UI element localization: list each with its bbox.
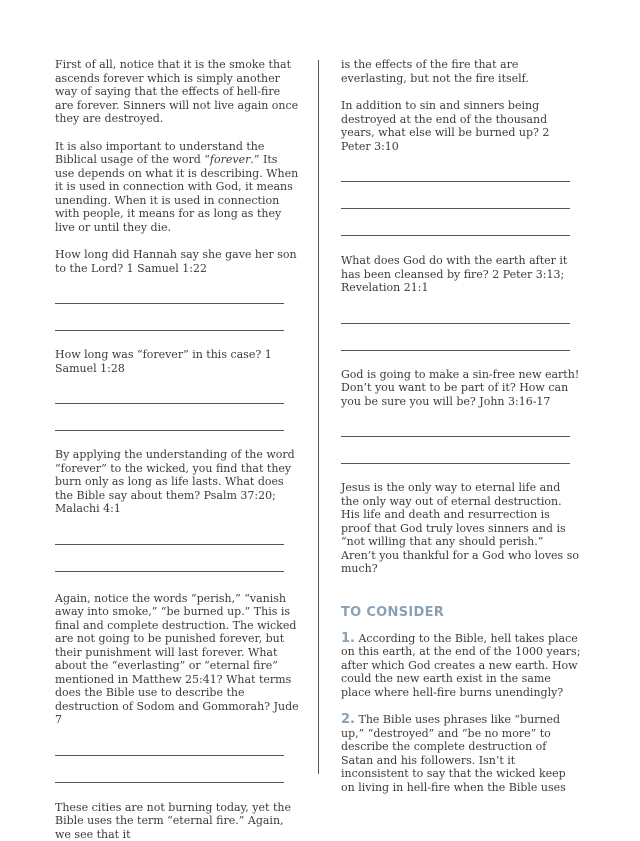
text-fragment: .” Its use depends on what it is describing. When it is used in connection with God, it means unending. When it is used in connection with people, it means for as long as they live or until they die.: [55, 153, 298, 234]
question-new-earth: What does God do with the earth after it has been cleansed by fire? 2 Peter 3:13; Revelation 21:1: [341, 254, 581, 295]
right-column: [341, 58, 581, 794]
emphasis-forever: forever: [210, 153, 250, 166]
answer-line[interactable]: [55, 403, 284, 404]
paragraph-jesus: Jesus is the only way to eternal life and the only way out of eternal destruction. His life and death and resurrection is proof that God truly loves sinners and is “not willing that any should perish.” Aren’t you thankful for a God who loves so much?: [341, 481, 581, 576]
answer-line[interactable]: [341, 181, 570, 182]
answer-line[interactable]: [55, 303, 284, 304]
left-column: [55, 58, 300, 841]
consider-item-1: [341, 632, 581, 700]
question-sin-free: God is going to make a sin-free new earth! Don’t you want to be part of it? How can you be sure you will be? John 3:16-17: [341, 368, 581, 409]
paragraph-eternal-fire: These cities are not burning today, yet the Bible uses the term “eternal fire.” Again, we see that it: [55, 801, 300, 841]
paragraph-forever-usage: [55, 140, 300, 235]
answer-line[interactable]: [55, 544, 284, 545]
answer-line[interactable]: [341, 436, 570, 437]
answer-line[interactable]: [55, 755, 284, 756]
question-burned-up: In addition to sin and sinners being destroyed at the end of the thousand years, what else will be burned up? 2 Peter 3:10: [341, 99, 581, 153]
consider-number: 1.: [341, 631, 355, 646]
consider-number: 2.: [341, 712, 355, 727]
column-divider: [318, 60, 319, 774]
consider-text: According to the Bible, hell takes place on this earth, at the end of the 1000 years; after which God creates a new earth. How could the new earth exist in the same place where hell-fire burns unendingly?: [341, 632, 580, 699]
paragraph-smoke: First of all, notice that it is the smoke that ascends forever which is simply another way of saying that the effects of hell-fire are forever. Sinners will not live again once they are destroyed.: [55, 58, 300, 126]
text-fragment: It is also important to understand the Biblical usage of the word “: [55, 140, 264, 167]
paragraph-continued: is the effects of the fire that are everlasting, but not the fire itself.: [341, 58, 581, 85]
question-forever-case: How long was “forever” in this case? 1 Samuel 1:28: [55, 348, 300, 375]
answer-line[interactable]: [341, 323, 570, 324]
question-hannah: How long did Hannah say she gave her son to the Lord? 1 Samuel 1:22: [55, 248, 300, 275]
question-wicked: By applying the understanding of the word “forever” to the wicked, you find that they burn only as long as life lasts. What does the Bible say about them? Psalm 37:20; Malachi 4:1: [55, 448, 300, 516]
consider-text: The Bible uses phrases like “burned up,” “destroyed” and “be no more” to describe the complete destruction of Satan and his followers. Isn’t it inconsistent to say that the wicked keep on living in hell-fire when the Bible uses: [341, 713, 566, 794]
question-sodom: Again, notice the words ”perish,” “vanish away into smoke,” “be burned up.” This is final and complete destruction. The wicked are not going to be punished forever, but their punishment will last forever. What about the “everlasting” or “eternal fire” mentioned in Matthew 25:41? What terms does the Bible use to describe the destruction of Sodom and Gommorah? Jude 7: [55, 592, 300, 727]
answer-line[interactable]: [341, 208, 570, 209]
section-heading-to-consider: TO CONSIDER: [341, 605, 581, 620]
consider-item-2: [341, 713, 581, 794]
